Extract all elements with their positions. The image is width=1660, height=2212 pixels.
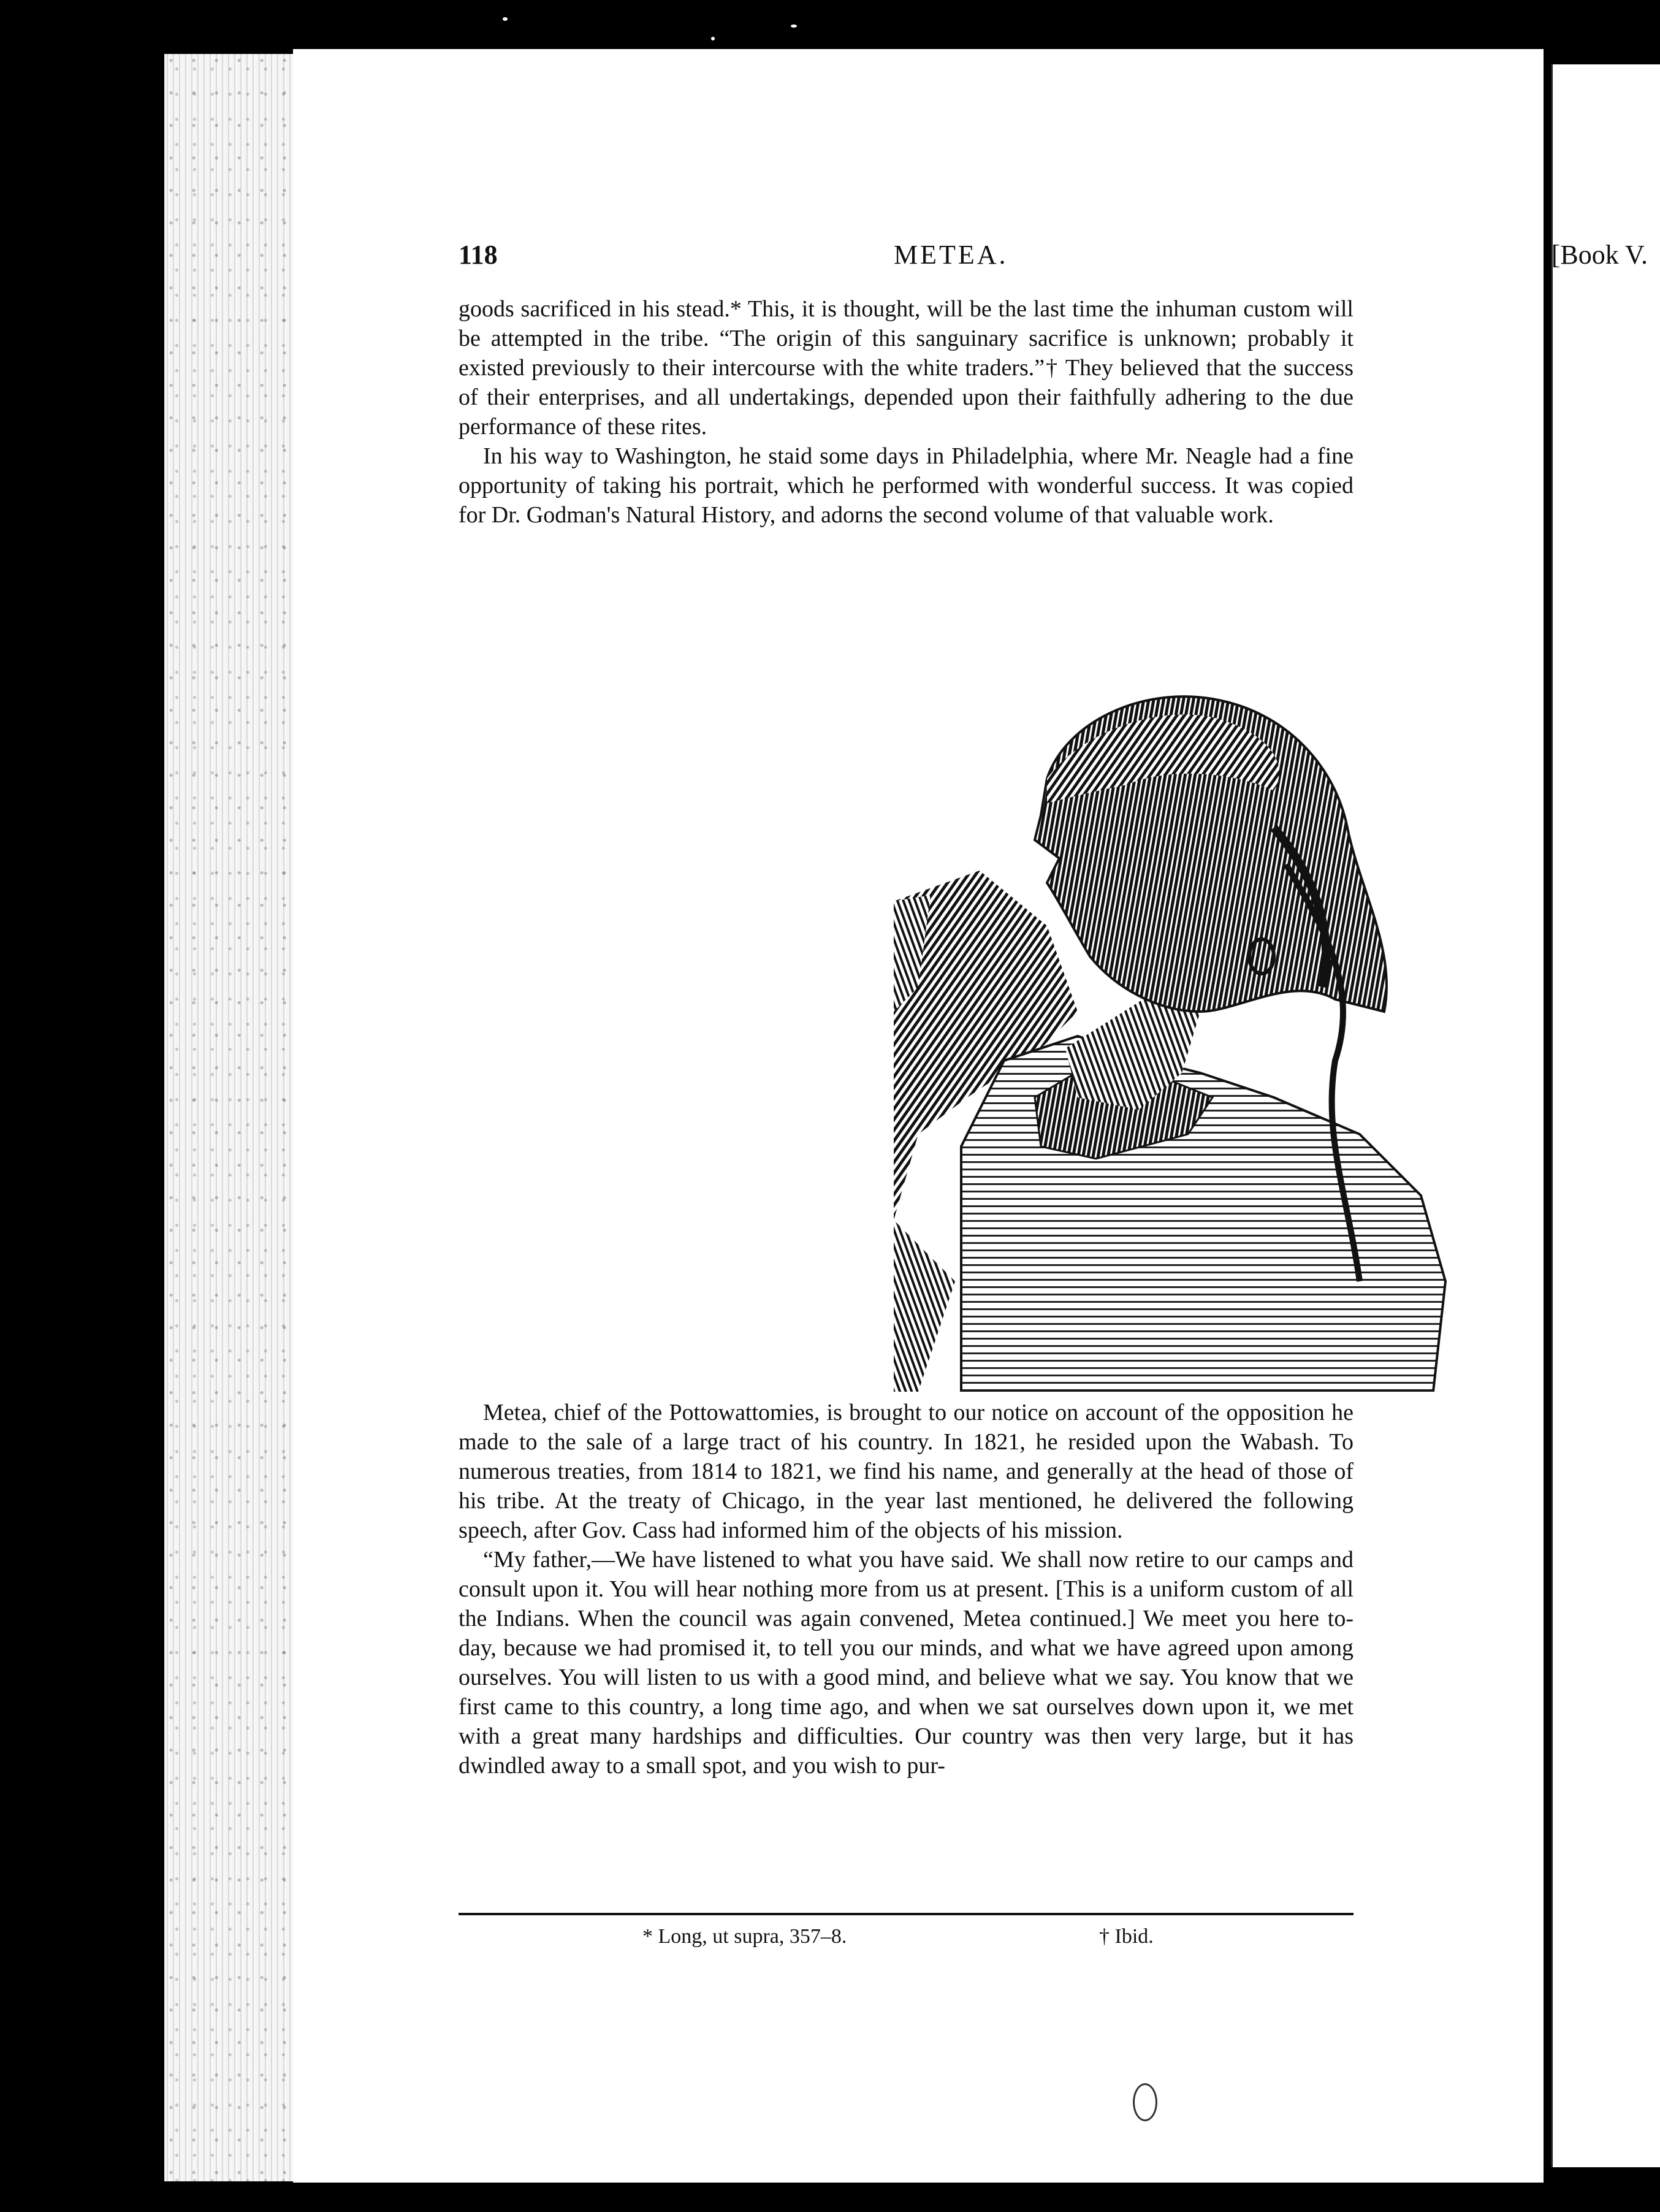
footnotes	[459, 1925, 1354, 1962]
book-page	[293, 49, 1648, 2183]
film-speck	[1496, 846, 1499, 852]
paragraph: In his way to Washington, he staid some days in Philadelphia, where Mr. Neagle had a fine opportunity of taking his portrait, which he performed with wonderful success. It was copied for Dr. Godman's Natural History, and adorns the second volume of that valuable work.	[459, 443, 1354, 528]
portrait-illustration	[894, 668, 1501, 1392]
film-speck	[791, 25, 797, 28]
paragraph: goods sacrificed in his stead.* This, it is thought, will be the last time the inhuman custom will be attempted in the tribe. “The origin of this sanguinary sacrifice is unknown; probably it existed previously to their intercourse with the white traders.”† They believed that the success of their enterprises, and all undertakings, depended upon their faithfully adhering to the due performance of these rites.	[459, 296, 1354, 440]
running-title: METEA.	[894, 240, 1008, 270]
paragraph: “My father,—We have listened to what you have said. We shall now retire to our camps and consult upon it. You will hear nothing more from us at present. [This is a uniform custom of all the Indians. When the council was again convened, Metea continued.] We meet you here to-day, because we had promised it, to tell you our minds, and what we have agreed upon among ourselves. You will listen to us with a good mind, and believe what we say. You know that we first came to this country, a long time ago, and when we sat ourselves down upon it, we met with a great many hardships and difficulties. Our country was then very large, but it has dwindled away to a small spot, and you wish to pur-	[459, 1547, 1354, 1779]
film-speck	[711, 37, 715, 40]
film-speck	[503, 17, 508, 21]
page-number: 118	[459, 240, 498, 270]
paragraph: Metea, chief of the Pottowattomies, is brought to our notice on account of the opposition he made to the sale of a large tract of his country. In 1821, he resided upon the Wabash. To numerous treaties, from 1814 to 1821, we find his name, and generally at the head of those of his tribe. At the treaty of Chicago, in the year last mentioned, he delivered the following speech, after Gov. Cass had informed him of the objects of his mission.	[459, 1400, 1354, 1543]
footnote: * Long, ut supra, 357–8.	[642, 1925, 847, 1948]
footnote: † Ibid.	[1099, 1925, 1154, 1948]
binding-clip-mark	[1133, 2083, 1157, 2121]
text-block-bottom	[459, 1398, 1354, 1780]
portrait-engraving	[894, 668, 1501, 1392]
footnote-rule	[459, 1913, 1354, 1915]
text-block-top	[459, 294, 1354, 530]
book-label: [Book V.	[1551, 240, 1648, 270]
running-header	[459, 239, 1648, 288]
page-edge-strip	[164, 54, 293, 2181]
facing-page-edge	[1551, 64, 1660, 2167]
